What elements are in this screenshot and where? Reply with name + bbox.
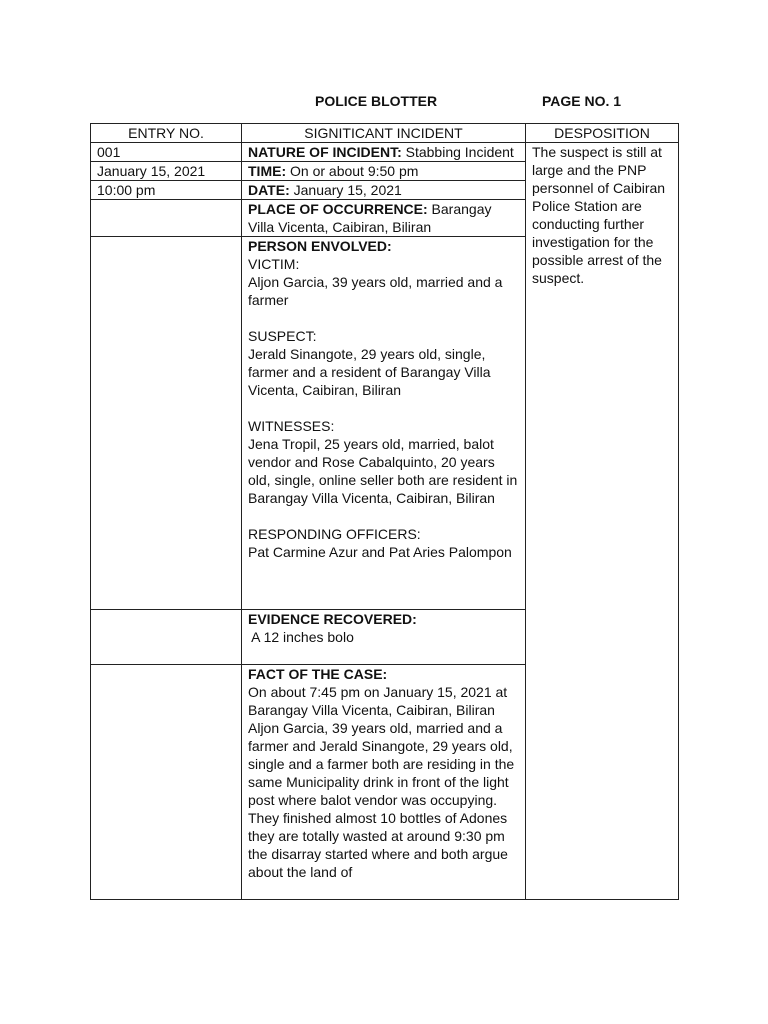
spacer	[248, 507, 519, 525]
disposition-cell: The suspect is still at large and the PNP personnel of Caibiran Police Station are conducting further investigation for the possible arrest of the suspect.	[526, 143, 679, 900]
persons-label: PERSON ENVOLVED:	[248, 238, 392, 254]
table-row	[91, 143, 679, 162]
suspect-label: SUSPECT:	[248, 328, 317, 344]
officers-text: Pat Carmine Azur and Pat Aries Palompon	[248, 544, 512, 560]
spacer	[248, 399, 519, 417]
empty-cell	[91, 237, 242, 610]
facts-text: On about 7:45 pm on January 15, 2021 at Barangay Villa Vicenta, Caibiran, Biliran Aljon Garcia, 39 years old, married and a farmer and Jerald Sinangote, 29 years old, single and a farmer both are residing in the same Municipality drink in front of the light post where balot vendor was occupying. They finished almost 10 bottles of Adones they are totally wasted at around 9:30 pm the disarray started where and both argue about the land of	[248, 684, 515, 880]
spacer	[248, 309, 519, 327]
facts-content	[248, 665, 519, 899]
empty-cell	[91, 200, 242, 237]
officers-label: RESPONDING OFFICERS:	[248, 526, 421, 542]
evidence-text: A 12 inches bolo	[248, 629, 354, 645]
victim-text: Aljon Garcia, 39 years old, married and a farmer	[248, 274, 503, 308]
empty-cell	[91, 665, 242, 900]
evidence-recovered	[242, 610, 526, 665]
persons-involved	[242, 237, 526, 610]
place-label: PLACE OF OCCURRENCE:	[248, 201, 428, 217]
place-value: Barangay Villa Vicenta, Caibiran, Biliran	[248, 201, 492, 235]
witnesses-text: Jena Tropil, 25 years old, married, balot vendor and Rose Cabalquinto, 20 years old, single, online seller both are resident in Barangay Villa Vicenta, Caibiran, Biliran	[248, 436, 518, 506]
facts-of-the-case	[242, 665, 526, 900]
time-value: On or about 9:50 pm	[286, 163, 419, 179]
time-label: TIME:	[248, 163, 287, 179]
page-number: PAGE NO. 1	[542, 93, 622, 109]
document-title: POLICE BLOTTER	[315, 93, 438, 109]
facts-label: FACT OF THE CASE:	[248, 666, 388, 682]
column-header-disposition: DESPOSITION	[526, 124, 679, 143]
evidence-label: EVIDENCE RECOVERED:	[248, 611, 417, 627]
victim-label: VICTIM:	[248, 256, 300, 272]
column-header-incident: SIGNITICANT INCIDENT	[242, 124, 526, 143]
table-header-row	[91, 124, 679, 143]
date-label: DATE:	[248, 182, 290, 198]
blotter-table	[90, 123, 679, 900]
nature-label: NATURE OF INCIDENT:	[248, 144, 402, 160]
entry-time: 10:00 pm	[91, 181, 242, 200]
incident-date	[242, 181, 526, 200]
page-header	[0, 93, 768, 113]
suspect-text: Jerald Sinangote, 29 years old, single, farmer and a resident of Barangay Villa Vicenta, Caibiran, Biliran	[248, 346, 491, 398]
column-header-entry: ENTRY NO.	[91, 124, 242, 143]
place-of-occurrence	[242, 200, 526, 237]
empty-cell	[91, 610, 242, 665]
entry-date: January 15, 2021	[91, 162, 242, 181]
witnesses-label: WITNESSES:	[248, 418, 335, 434]
nature-of-incident	[242, 143, 526, 162]
entry-number: 001	[91, 143, 242, 162]
nature-value: Stabbing Incident	[401, 144, 514, 160]
incident-time	[242, 162, 526, 181]
date-value: January 15, 2021	[289, 182, 402, 198]
